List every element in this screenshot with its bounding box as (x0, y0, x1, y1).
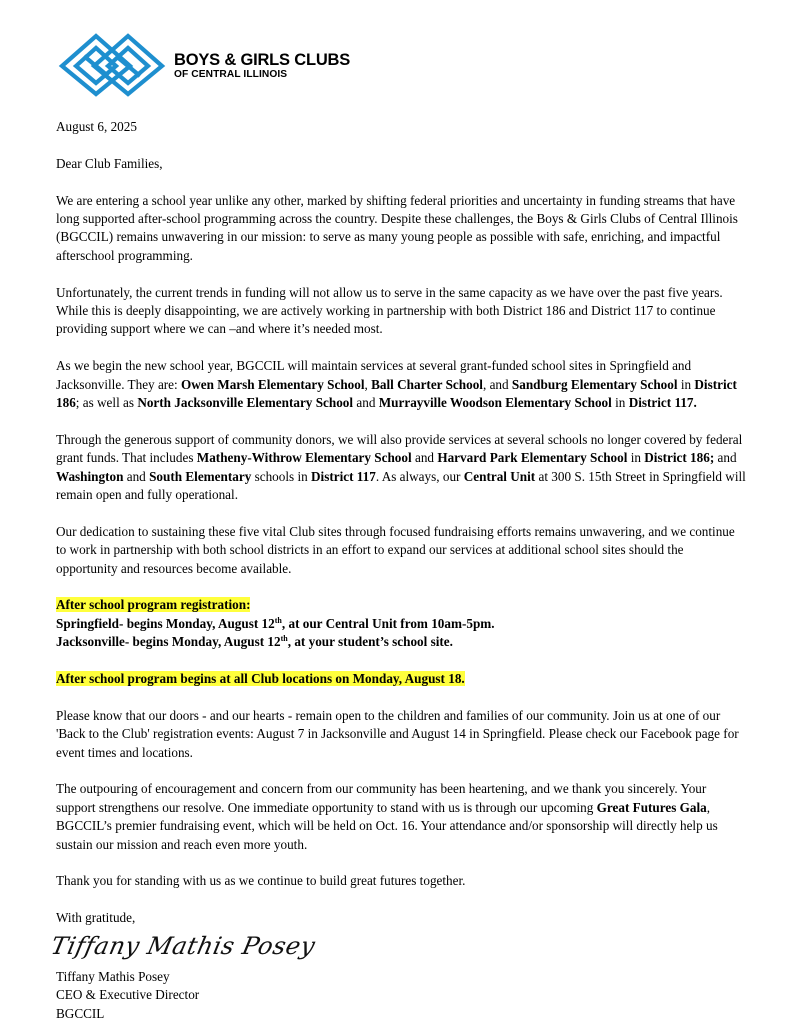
paragraph-1: We are entering a school year unlike any other, marked by shifting federal priorities and uncertainty in funding streams that have long supported after-school programming across the country. Despite these challenges, the Boys & Girls Clubs of Central Illinois (BGCCIL) remains unwavering in our mission: to serve as many young people as possible with safe, enriching, and impactful afterschool programming. (56, 192, 738, 263)
closing: With gratitude, (56, 910, 136, 926)
paragraph-2: Unfortunately, the current trends in funding will not allow us to serve in the same capacity as we have over the past five years. While this is deeply disappointing, we are actively working in partnership with both District 186 and District 117 to continue providing support where we can –and where it’s needed most. (56, 284, 723, 337)
signer-name: Tiffany Mathis Posey (56, 968, 170, 984)
registration-block (56, 596, 746, 651)
salutation: Dear Club Families, (56, 155, 163, 171)
paragraph-3: As we begin the new school year, BGCCIL will maintain services at several grant-funded school sites in Springfield and Jacksonville. They are: Owen Marsh Elementary School, Ball Charter School, and Sandburg Elementary School in District 186; as well as North Jacksonville Elementary School and Murrayville Woodson Elementary School in District 117. (56, 358, 737, 411)
org-subtitle: OF CENTRAL ILLINOIS (174, 69, 288, 80)
paragraph-6: Please know that our doors - and our hearts - remain open to the children and families of our community. Join us at one of our 'Back to the Club' registration events: August 7 in Jacksonville and August 14 in Springfield. Please check our Facebook page for event times and locations. (56, 707, 739, 760)
paragraph-8: Thank you for standing with us as we continue to build great futures together. (56, 873, 466, 889)
registration-jacksonville: Jacksonville- begins Monday, August 12th, at your student’s school site. (56, 634, 453, 650)
signature-block (48, 909, 746, 1023)
signer-title: CEO & Executive Director (56, 987, 200, 1003)
handwritten-signature (48, 928, 746, 968)
org-name: BOYS & GIRLS CLUBS (174, 51, 351, 69)
paragraph-4: Through the generous support of community donors, we will also provide services at several schools no longer covered by federal grant funds. That includes Matheny-Withrow Elementary School and Harvard Park Elementary School in District 186; and Washington and South Elementary schools in District 117. As always, our Central Unit at 300 S. 15th Street in Springfield will remain open and fully operational. (56, 431, 746, 503)
registration-heading: After school program registration: (56, 597, 251, 613)
letter-date: August 6, 2025 (56, 119, 137, 134)
svg-text:Tiffany Mathis Posey: Tiffany Mathis Posey (48, 930, 318, 960)
clubs-hands-logo-icon (56, 34, 168, 94)
paragraph-5: Our dedication to sustaining these five vital Club sites through focused fundraising efforts remains unwavering, and we continue to work in partnership with both school districts in an effort to expand our services at additional school sites should the opportunity and resources become available. (56, 523, 735, 576)
signer-org: BGCCIL (56, 1005, 105, 1021)
paragraph-7: The outpouring of encouragement and concern from our community has been heartening, and we thank you sincerely. Your support strengthens our resolve. One immediate opportunity to stand with us is through our upcoming Great Futures Gala, BGCCIL’s premier fundraising event, which will be held on Oct. 16. Your attendance and/or sponsorship will directly help us sustain our mission and reach even more youth. (56, 781, 718, 852)
letter-body (48, 118, 746, 1023)
program-begins-notice: After school program begins at all Club locations on Monday, August 18. (56, 671, 465, 687)
org-logo (56, 34, 376, 94)
registration-springfield: Springfield- begins Monday, August 12th, at our Central Unit from 10am-5pm. (56, 615, 495, 631)
